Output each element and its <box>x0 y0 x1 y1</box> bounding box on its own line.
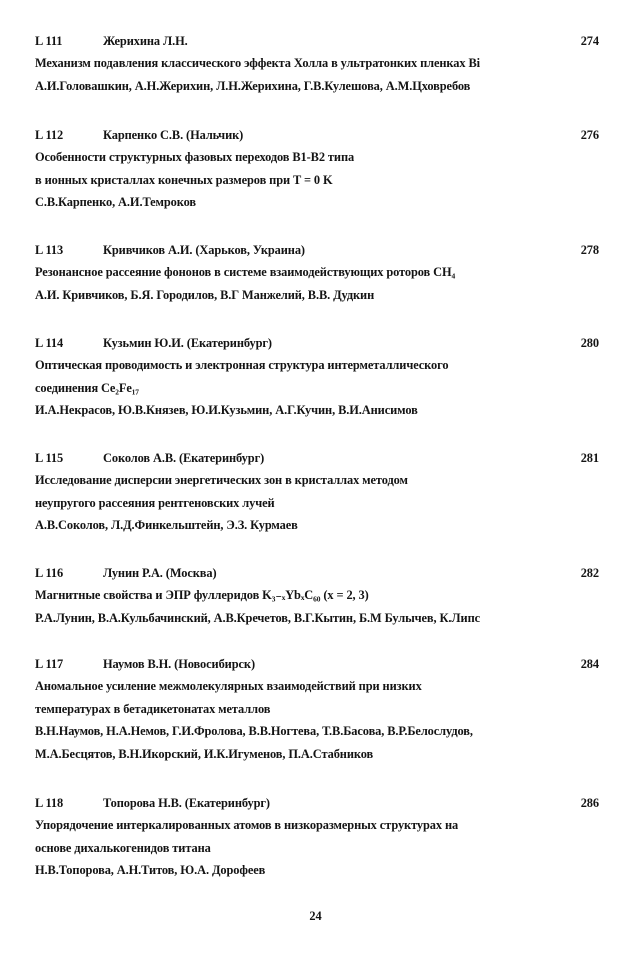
entry-page-number: 284 <box>580 657 599 671</box>
entry-l113 <box>35 239 599 306</box>
entry-presenter: Жерихина Л.Н. <box>103 34 188 48</box>
entry-page-number: 274 <box>580 34 599 48</box>
entry-title: неупругого рассеяния рентгеновских лучей <box>35 495 275 510</box>
entry-page-number: 276 <box>580 128 599 142</box>
entry-page-number: 278 <box>580 243 599 257</box>
entry-code: L 117 <box>35 657 64 671</box>
entry-code: L 118 <box>35 796 64 810</box>
entry-page-number: 280 <box>580 336 599 350</box>
entry-l114 <box>35 332 599 422</box>
entry-authors: В.Н.Наумов, Н.А.Немов, Г.И.Фролова, В.В.Ногтева, Т.В.Басова, В.Р.Белослудов, <box>35 724 473 738</box>
entry-authors: Н.В.Топорова, А.Н.Титов, Ю.А. Дорофеев <box>35 863 266 877</box>
entry-header <box>35 447 599 469</box>
entry-header <box>35 332 599 354</box>
entry-title: температурах в бетадикетонатах металлов <box>35 701 271 716</box>
entry-code: L 114 <box>35 336 64 350</box>
entry-title: Особенности структурных фазовых переходов B1-B2 типа <box>35 150 355 164</box>
entry-header <box>35 792 599 814</box>
entry-header <box>35 30 599 52</box>
entry-title: основе дихалькогенидов титана <box>35 840 211 855</box>
entry-header <box>35 653 599 675</box>
entry-l116 <box>35 562 599 629</box>
entry-page-number: 286 <box>580 796 599 810</box>
page-footer-number: 24 <box>309 909 322 923</box>
entry-authors: Р.А.Лунин, В.А.Кульбачинский, А.В.Кречетов, В.Г.Кытин, Б.М Булычев, К.Липс <box>35 610 481 625</box>
entry-title: в ионных кристаллах конечных размеров при T = 0 K <box>35 172 333 187</box>
entry-authors: А.В.Соколов, Л.Д.Финкельштейн, Э.З. Курмаев <box>35 518 298 532</box>
entry-title: Механизм подавления классического эффекта Холла в ультратонких пленках Bi <box>35 56 480 70</box>
entry-code: L 113 <box>35 243 64 257</box>
entry-authors: С.В.Карпенко, А.И.Темроков <box>35 195 197 209</box>
entry-presenter: Топорова Н.В. (Екатеринбург) <box>103 796 270 810</box>
entry-l111 <box>35 30 599 97</box>
entry-code: L 111 <box>35 34 63 48</box>
entry-code: L 116 <box>35 566 64 580</box>
entry-l117 <box>35 653 599 765</box>
entry-presenter: Кузьмин Ю.И. (Екатеринбург) <box>103 336 272 350</box>
entry-page-number: 281 <box>580 451 599 465</box>
entry-title: Магнитные свойства и ЭПР фуллеридов K₃₋ₓYbₓC₆₀ (x = 2, 3) <box>35 588 369 602</box>
entry-presenter: Лунин Р.А. (Москва) <box>103 566 217 580</box>
entry-l112 <box>35 124 599 214</box>
entry-title: Резонансное рассеяние фононов в системе взаимодействующих роторов CH₄ <box>35 265 456 279</box>
entry-presenter: Карпенко С.В. (Нальчик) <box>103 128 244 142</box>
entry-title: соединения Ce₂Fe₁₇ <box>35 380 140 395</box>
entry-header <box>35 562 599 584</box>
entry-code: L 115 <box>35 451 64 465</box>
entry-authors: М.А.Бесцятов, В.Н.Икорский, И.К.Игуменов, П.А.Стабников <box>35 746 374 761</box>
entry-presenter: Наумов В.Н. (Новосибирск) <box>103 657 255 671</box>
entry-authors: А.И.Головашкин, А.Н.Жерихин, Л.Н.Жерихина, Г.В.Кулешова, А.М.Цховребов <box>35 78 471 93</box>
entry-title: Оптическая проводимость и электронная структура интерметаллического <box>35 358 449 372</box>
entry-code: L 112 <box>35 128 64 142</box>
entry-title: Аномальное усиление межмолекулярных взаимодействий при низких <box>35 679 422 693</box>
entry-title: Упорядочение интеркалированных атомов в низкоразмерных структурах на <box>35 818 459 832</box>
entry-header <box>35 124 599 146</box>
entry-authors: А.И. Кривчиков, Б.Я. Городилов, В.Г Манжелий, В.В. Дудкин <box>35 287 375 302</box>
entry-presenter: Кривчиков А.И. (Харьков, Украина) <box>103 243 305 257</box>
entry-l115 <box>35 447 599 537</box>
entry-presenter: Соколов А.В. (Екатеринбург) <box>103 451 265 465</box>
entry-page-number: 282 <box>580 566 599 580</box>
entry-title: Исследование дисперсии энергетических зон в кристаллах методом <box>35 473 408 487</box>
entry-authors: И.А.Некрасов, Ю.В.Князев, Ю.И.Кузьмин, А.Г.Кучин, В.И.Анисимов <box>35 403 418 417</box>
entry-l118 <box>35 792 599 882</box>
entry-header <box>35 239 599 261</box>
